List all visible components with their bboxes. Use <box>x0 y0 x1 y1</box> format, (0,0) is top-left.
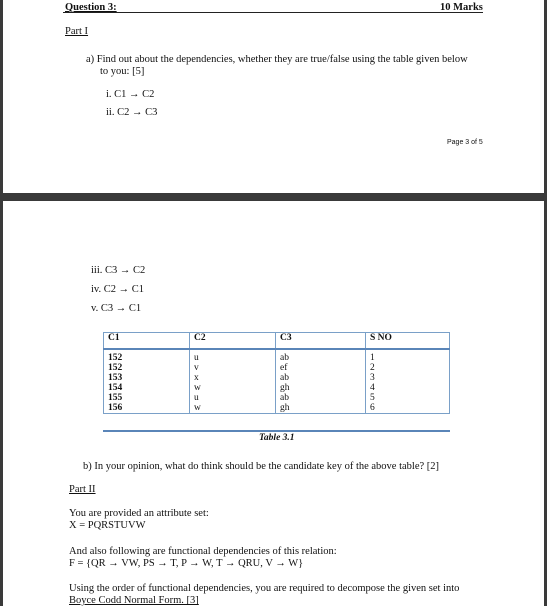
table-cell: 154 <box>104 383 190 393</box>
functional-dependencies-set: F = {QR → VW, PS → T, P → W, T → QRU, V → W} <box>69 558 304 569</box>
table-header-cell: C1 <box>104 333 190 350</box>
dependency-item-5: v. C3 → C1 <box>91 303 142 314</box>
table-cell: 6 <box>366 403 450 414</box>
table-cell: w <box>190 403 276 414</box>
document-page-3 <box>3 0 544 193</box>
decompose-instruction-line1: Using the order of functional dependencies, you are required to decompose the given set into <box>69 583 460 594</box>
table-cell: 4 <box>366 383 450 393</box>
header-rule <box>63 12 483 13</box>
attribute-set-intro: You are provided an attribute set: <box>69 508 209 519</box>
table-row <box>104 403 450 414</box>
part-one-heading: Part I <box>65 26 89 37</box>
table-row <box>104 383 450 393</box>
table-cell: 152 <box>104 349 190 363</box>
table-cell: 155 <box>104 393 190 403</box>
dependency-item-1: i. C1 → C2 <box>106 89 155 100</box>
table-cell: ef <box>276 363 366 373</box>
table-cell: ab <box>276 373 366 383</box>
attribute-set-value: X = PQRSTUVW <box>69 520 146 531</box>
table-cell: u <box>190 393 276 403</box>
table-bottom-rule <box>103 430 450 432</box>
page-number: Page 3 of 5 <box>447 139 483 146</box>
table-cell: 5 <box>366 393 450 403</box>
document-page-4 <box>3 201 544 606</box>
question-title: Question 3: <box>65 2 117 13</box>
table-cell: w <box>190 383 276 393</box>
table-cell: 156 <box>104 403 190 414</box>
table-cell: ab <box>276 393 366 403</box>
table-cell: gh <box>276 383 366 393</box>
table-cell: 1 <box>366 349 450 363</box>
table-cell: 153 <box>104 373 190 383</box>
table-header-cell: C3 <box>276 333 366 350</box>
table-row <box>104 349 450 363</box>
table-cell: 3 <box>366 373 450 383</box>
table-cell: v <box>190 363 276 373</box>
table-row <box>104 373 450 383</box>
table-cell: ab <box>276 349 366 363</box>
table-header-cell: C2 <box>190 333 276 350</box>
table-cell: u <box>190 349 276 363</box>
question-a-line1: a) Find out about the dependencies, whether they are true/false using the table given below <box>86 54 468 65</box>
dependency-item-3: iii. C3 → C2 <box>91 265 146 276</box>
functional-dependencies-intro: And also following are functional dependencies of this relation: <box>69 546 337 557</box>
table-caption: Table 3.1 <box>259 433 295 443</box>
table-cell: x <box>190 373 276 383</box>
question-b: b) In your opinion, what do think should be the candidate key of the above table? [2] <box>83 461 440 472</box>
table-row <box>104 363 450 373</box>
table-header-row <box>104 333 450 350</box>
marks-label: 10 Marks <box>440 2 483 13</box>
question-a-line2: to you: [5] <box>100 66 145 77</box>
table-cell: 152 <box>104 363 190 373</box>
dependency-item-4: iv. C2 → C1 <box>91 284 144 295</box>
table-row <box>104 393 450 403</box>
table-cell: gh <box>276 403 366 414</box>
table-header-cell: S NO <box>366 333 450 350</box>
part-two-heading: Part II <box>69 484 96 495</box>
table-cell: 2 <box>366 363 450 373</box>
decompose-instruction-line2: Boyce Codd Normal Form. [3] <box>69 595 199 606</box>
table-3-1 <box>103 332 450 414</box>
dependency-item-2: ii. C2 → C3 <box>106 107 158 118</box>
